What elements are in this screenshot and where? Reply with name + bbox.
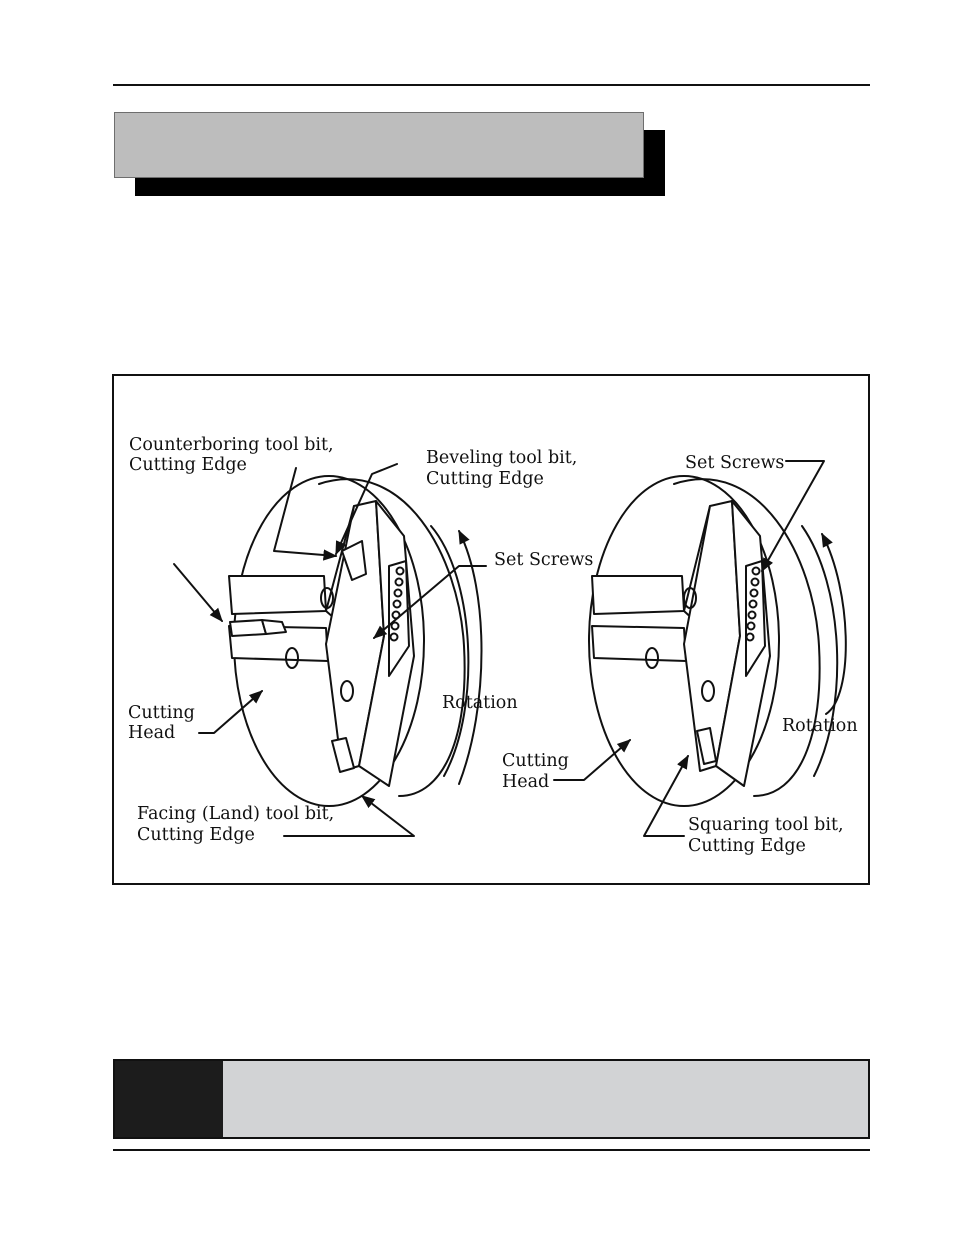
facing-label-line1: Facing (Land) tool bit, [137,804,335,824]
right-cutting-head [589,476,820,806]
left-cutting-head [229,476,465,806]
left-cutting-head-label-line2: Head [128,723,176,743]
section-title-box [114,112,644,178]
squaring-label-line1: Squaring tool bit, [688,815,844,835]
left-rotation-arrow [459,531,482,784]
note-tab [115,1061,223,1137]
header-rule [113,84,870,86]
cutter-illustration [114,376,872,887]
left-rotation-label: Rotation [442,693,518,713]
counterboring-label-line2: Cutting Edge [129,455,247,475]
right-cutting-head-label-line1: Cutting [502,751,569,771]
tool-bit-figure [112,374,870,885]
left-set-screws-label: Set Screws [494,550,594,570]
left-rotation-arc [431,526,468,776]
squaring-label-line2: Cutting Edge [688,836,806,856]
note-bar [113,1059,870,1139]
left-cutting-head-leader [199,691,262,733]
right-set-screws-label: Set Screws [685,453,785,473]
right-set-screws-leader [762,461,824,571]
beveling-label-line2: Cutting Edge [426,469,544,489]
beveling-label-line1: Beveling tool bit, [426,448,578,468]
counterboring-leader [174,564,222,621]
right-rotation-arrow [822,534,846,714]
counterboring-label-line1: Counterboring tool bit, [129,435,334,455]
right-rotation-label: Rotation [782,716,858,736]
footer-rule [113,1149,870,1151]
left-cutting-head-label-line1: Cutting [128,703,195,723]
right-cutting-head-label-line2: Head [502,772,550,792]
facing-label-line2: Cutting Edge [137,825,255,845]
